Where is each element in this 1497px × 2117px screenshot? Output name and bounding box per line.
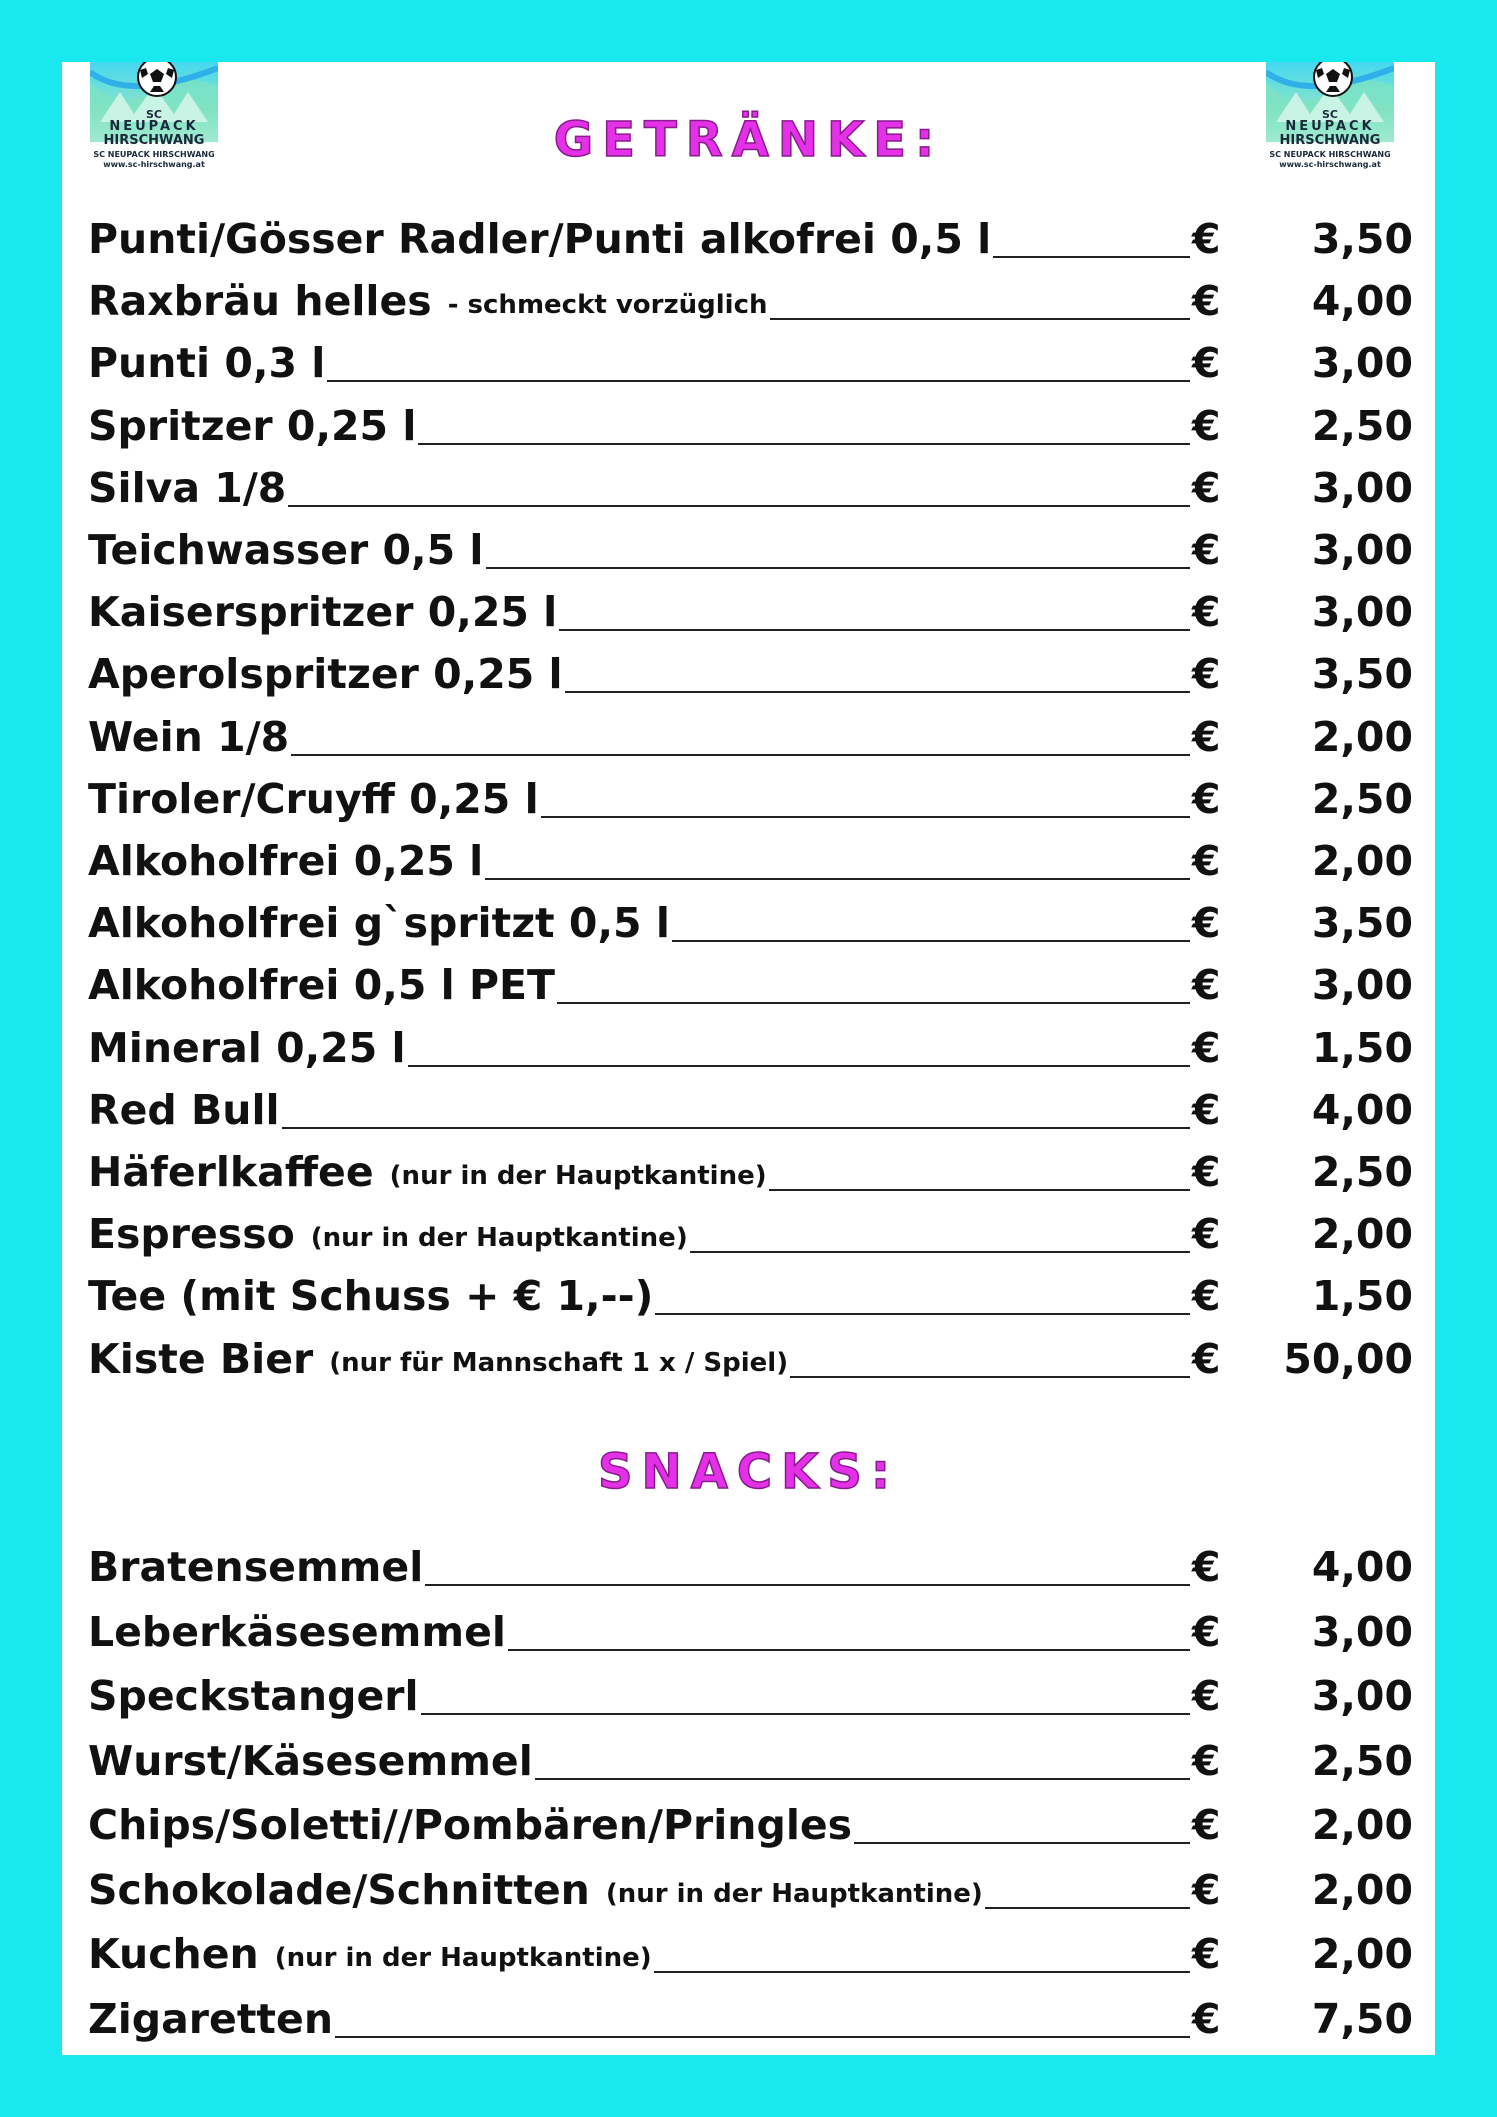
menu-item-row — [88, 1079, 1413, 1137]
item-price: 1,50 — [1311, 1023, 1413, 1072]
currency-symbol: € — [1192, 1994, 1221, 2043]
item-note: (nur in der Hauptkantine) — [389, 1161, 767, 1191]
item-price: 3,00 — [1311, 961, 1413, 1010]
item-name: Raxbräu helles — [88, 277, 432, 326]
leader-line — [557, 1001, 1190, 1004]
item-name: Leberkäsesemmel — [88, 1607, 506, 1656]
menu-item-row — [88, 1923, 1413, 1981]
leader-line — [769, 1188, 1190, 1191]
currency-symbol: € — [1192, 1607, 1221, 1656]
menu-item-row — [88, 1859, 1413, 1917]
menu-item-label — [88, 1607, 1190, 1656]
logo-place-text: HIRSCHWANG — [1279, 133, 1381, 148]
currency-symbol: € — [1192, 463, 1221, 512]
drinks-heading: GETRÄNKE: — [553, 112, 944, 168]
currency-symbol: € — [1192, 1543, 1221, 1591]
leader-line — [985, 1906, 1190, 1909]
currency-symbol: € — [1192, 526, 1221, 574]
item-price: 2,50 — [1311, 1736, 1413, 1785]
item-name: Mineral 0,25 l — [88, 1023, 406, 1072]
menu-item-label — [88, 339, 1190, 388]
item-name: Espresso — [88, 1210, 295, 1259]
leader-line — [559, 628, 1190, 631]
logo-url-text: www.sc-hirschwang.at — [103, 160, 205, 169]
item-price: 3,00 — [1311, 339, 1413, 388]
item-name: Kuchen — [88, 1930, 259, 1978]
item-price: 3,50 — [1311, 650, 1413, 699]
menu-item-row — [88, 643, 1413, 701]
item-name: Aperolspritzer 0,25 l — [88, 650, 563, 699]
item-name: Tiroler/Cruyff 0,25 l — [88, 774, 539, 823]
logo-url-text: www.sc-hirschwang.at — [1279, 160, 1381, 169]
item-price: 3,00 — [1311, 526, 1413, 574]
menu-item-label — [88, 1672, 1190, 1720]
menu-item-row — [88, 1203, 1413, 1261]
logo-sc-text: SC — [146, 108, 162, 121]
item-name: Schokolade/Schnitten — [88, 1865, 590, 1914]
item-price: 2,00 — [1311, 712, 1413, 761]
menu-item-row — [88, 1265, 1413, 1323]
menu-item-label — [88, 712, 1190, 761]
menu-item-label — [88, 650, 1190, 699]
menu-item-label — [88, 463, 1190, 512]
item-name: Red Bull — [88, 1085, 280, 1134]
leader-line — [565, 690, 1190, 693]
leader-line — [993, 255, 1190, 258]
item-price: 2,00 — [1311, 837, 1413, 885]
item-price: 50,00 — [1283, 1334, 1413, 1383]
menu-item-row — [88, 208, 1413, 266]
item-price: 3,00 — [1311, 588, 1413, 637]
currency-symbol: € — [1192, 1272, 1221, 1321]
menu-item-label — [88, 277, 1190, 326]
currency-symbol: € — [1192, 1865, 1221, 1914]
item-name: Alkoholfrei g`spritzt 0,5 l — [88, 899, 670, 948]
menu-item-row — [88, 830, 1413, 888]
item-note: (nur in der Hauptkantine) — [274, 1943, 652, 1973]
football-icon — [136, 62, 178, 98]
leader-line — [655, 1312, 1190, 1315]
leader-line — [508, 1648, 1190, 1651]
logo-place-text: HIRSCHWANG — [103, 133, 205, 148]
item-name: Häferlkaffee — [88, 1148, 374, 1196]
menu-item-row — [88, 519, 1413, 577]
currency-symbol: € — [1192, 339, 1221, 388]
menu-item-label — [88, 526, 1190, 574]
item-name: Punti 0,3 l — [88, 339, 326, 388]
item-price: 4,00 — [1311, 1085, 1413, 1134]
leader-line — [425, 1583, 1190, 1586]
currency-symbol: € — [1192, 215, 1221, 263]
item-name: Silva 1/8 — [88, 463, 287, 512]
logo-club-text: SC NEUPACK HIRSCHWANG — [1269, 150, 1391, 159]
menu-item-label — [88, 961, 1190, 1010]
leader-line — [690, 1250, 1190, 1253]
item-name: Zigaretten — [88, 1994, 334, 2043]
menu-item-row — [88, 395, 1413, 453]
menu-item-label — [88, 588, 1190, 637]
item-name: Speckstangerl — [88, 1672, 419, 1720]
item-price: 3,00 — [1311, 1607, 1413, 1656]
leader-line — [418, 442, 1190, 445]
currency-symbol: € — [1192, 1930, 1221, 1978]
item-price: 2,50 — [1311, 774, 1413, 823]
menu-item-label — [88, 1543, 1190, 1591]
item-price: 3,00 — [1311, 463, 1413, 512]
menu-item-row — [88, 581, 1413, 639]
leader-line — [288, 504, 1190, 507]
leader-line — [408, 1064, 1190, 1067]
item-price: 4,00 — [1311, 1543, 1413, 1591]
item-name: Punti/Gösser Radler/Punti alkofrei 0,5 l — [88, 215, 992, 263]
menu-item-row — [88, 768, 1413, 826]
item-name: Wurst/Käsesemmel — [88, 1736, 533, 1785]
item-name: Spritzer 0,25 l — [88, 401, 417, 450]
leader-line — [486, 566, 1191, 569]
currency-symbol: € — [1192, 837, 1221, 885]
leader-line — [790, 1375, 1190, 1378]
menu-item-label — [88, 215, 1190, 263]
item-name: Wein 1/8 — [88, 712, 290, 761]
logo-club-text: SC NEUPACK HIRSCHWANG — [93, 150, 215, 159]
currency-symbol: € — [1192, 712, 1221, 761]
menu-item-label — [88, 837, 1190, 885]
leader-line — [421, 1712, 1190, 1715]
item-name: Bratensemmel — [88, 1543, 424, 1591]
item-price: 2,50 — [1311, 1148, 1413, 1196]
item-name: Teichwasser 0,5 l — [88, 526, 484, 574]
item-name: Kaiserspritzer 0,25 l — [88, 588, 558, 637]
menu-item-row — [88, 892, 1413, 950]
currency-symbol: € — [1192, 588, 1221, 637]
menu-item-row — [88, 332, 1413, 390]
item-price: 2,00 — [1311, 1210, 1413, 1259]
leader-line — [770, 317, 1191, 320]
currency-symbol: € — [1192, 1023, 1221, 1072]
item-name: Chips/Soletti//Pombären/Pringles — [88, 1801, 853, 1849]
menu-item-label — [88, 1994, 1190, 2043]
currency-symbol: € — [1192, 1334, 1221, 1383]
menu-item-label — [88, 1865, 1190, 1914]
item-name: Kiste Bier — [88, 1334, 314, 1383]
item-name: Alkoholfrei 0,5 l PET — [88, 961, 555, 1010]
item-note: (nur in der Hauptkantine) — [310, 1223, 688, 1254]
menu-item-label — [88, 1023, 1190, 1072]
item-price: 3,00 — [1311, 1672, 1413, 1720]
menu-item-row — [88, 457, 1413, 515]
menu-item-row — [88, 706, 1413, 764]
menu-item-label — [88, 1272, 1190, 1321]
currency-symbol: € — [1192, 1148, 1221, 1196]
logo-name-text: NEUPACK — [1285, 119, 1375, 134]
item-price: 1,50 — [1311, 1272, 1413, 1321]
menu-item-label — [88, 899, 1190, 948]
currency-symbol: € — [1192, 1736, 1221, 1785]
menu-item-label — [88, 1930, 1190, 1978]
menu-item-row — [88, 1601, 1413, 1659]
item-price: 7,50 — [1311, 1994, 1413, 2043]
leader-line — [282, 1126, 1190, 1129]
leader-line — [672, 939, 1190, 942]
logo-name-text: NEUPACK — [109, 119, 199, 134]
menu-item-label — [88, 1736, 1190, 1785]
leader-line — [291, 753, 1190, 756]
menu-item-row — [88, 1988, 1413, 2046]
menu-item-row — [88, 1328, 1413, 1386]
leader-line — [535, 1777, 1190, 1780]
item-price: 3,50 — [1311, 215, 1413, 263]
currency-symbol: € — [1192, 277, 1221, 326]
item-price: 2,00 — [1311, 1930, 1413, 1978]
currency-symbol: € — [1192, 1801, 1221, 1849]
menu-item-row — [88, 954, 1413, 1012]
leader-line — [854, 1841, 1190, 1844]
menu-item-label — [88, 774, 1190, 823]
leader-line — [654, 1970, 1190, 1973]
currency-symbol: € — [1192, 774, 1221, 823]
item-price: 2,00 — [1311, 1801, 1413, 1849]
menu-page — [62, 62, 1435, 2055]
item-price: 2,00 — [1311, 1865, 1413, 1914]
menu-item-label — [88, 401, 1190, 450]
currency-symbol: € — [1192, 961, 1221, 1010]
currency-symbol: € — [1192, 1672, 1221, 1720]
item-price: 2,50 — [1311, 401, 1413, 450]
item-note: - schmeckt vorzüglich — [447, 290, 768, 321]
item-price: 3,50 — [1311, 899, 1413, 948]
menu-item-row — [88, 1730, 1413, 1788]
leader-line — [485, 877, 1190, 880]
football-icon — [1312, 62, 1354, 98]
currency-symbol: € — [1192, 401, 1221, 450]
menu-item-label — [88, 1801, 1190, 1849]
item-note: (nur für Mannschaft 1 x / Spiel) — [329, 1347, 789, 1378]
menu-item-row — [88, 1017, 1413, 1075]
menu-item-label — [88, 1334, 1190, 1383]
leader-line — [335, 2035, 1190, 2038]
item-price: 4,00 — [1311, 277, 1413, 326]
item-name: Tee (mit Schuss + € 1,--) — [88, 1272, 654, 1321]
menu-item-row — [88, 270, 1413, 328]
menu-item-row — [88, 1141, 1413, 1199]
currency-symbol: € — [1192, 650, 1221, 699]
currency-symbol: € — [1192, 899, 1221, 948]
item-name: Alkoholfrei 0,25 l — [88, 837, 484, 885]
menu-item-row — [88, 1665, 1413, 1723]
currency-symbol: € — [1192, 1085, 1221, 1134]
menu-item-label — [88, 1085, 1190, 1134]
leader-line — [327, 379, 1190, 382]
item-note: (nur in der Hauptkantine) — [605, 1878, 983, 1909]
menu-item-row — [88, 1536, 1413, 1594]
snacks-heading: SNACKS: — [597, 1444, 900, 1500]
logo-sc-text: SC — [1322, 108, 1338, 121]
menu-item-label — [88, 1148, 1190, 1196]
menu-item-label — [88, 1210, 1190, 1259]
leader-line — [541, 815, 1190, 818]
menu-item-row — [88, 1794, 1413, 1852]
currency-symbol: € — [1192, 1210, 1221, 1259]
